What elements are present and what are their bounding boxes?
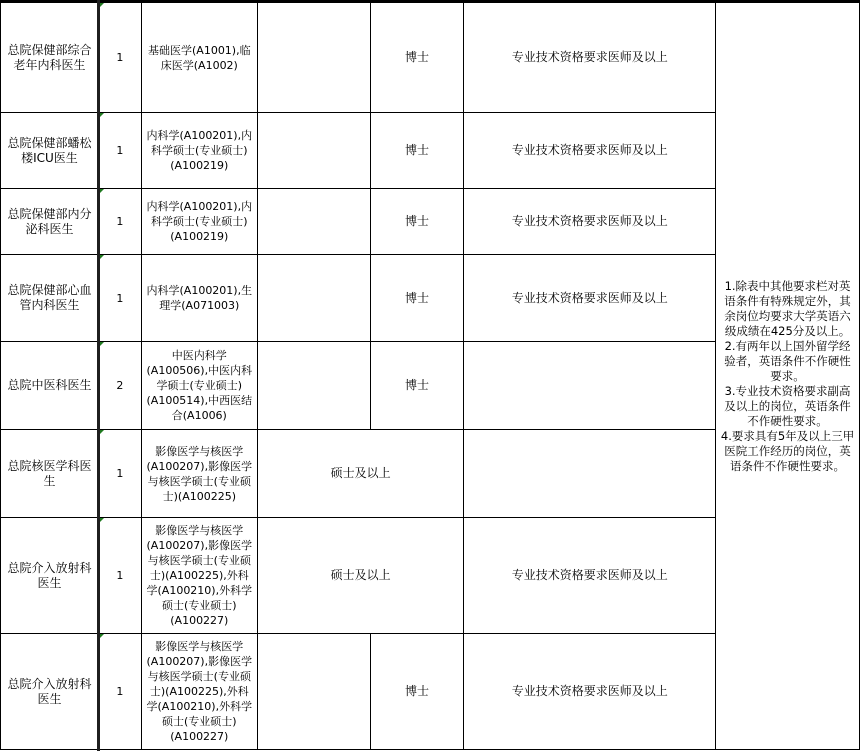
count-cell[interactable]: 1 bbox=[98, 255, 141, 342]
requirement-cell[interactable]: 专业技术资格要求医师及以上 bbox=[464, 255, 716, 342]
major-cell[interactable]: 内科学(A100201),内科学硕士(专业硕士)(A100219) bbox=[141, 189, 257, 255]
position-cell[interactable]: 总院保健部综合老年内科医生 bbox=[1, 3, 99, 113]
empty-cell[interactable] bbox=[257, 189, 370, 255]
count-cell[interactable]: 1 bbox=[98, 518, 141, 634]
major-cell[interactable]: 影像医学与核医学(A100207),影像医学与核医学硕士(专业硕士)(A100225),外科学(A100210),外科学硕士(专业硕士)(A100227) bbox=[141, 634, 257, 750]
count-cell[interactable]: 1 bbox=[98, 430, 141, 518]
note-text: 1.除表中其他要求栏对英语条件有特殊规定外，其余岗位均要求大学英语六级成绩在425分及以上。 2.有两年以上国外留学经验者，英语条件不作硬性要求。 3.专业技术资格要求副高及以上的岗位，英语条件不作硬性要求。 4.要求具有5年及以上三甲医院工作经历的岗位，英语条件不作硬性要求。 bbox=[720, 278, 855, 473]
degree-cell[interactable]: 硕士及以上 bbox=[257, 518, 464, 634]
requirement-cell[interactable]: 专业技术资格要求医师及以上 bbox=[464, 518, 716, 634]
position-cell[interactable]: 总院保健部内分泌科医生 bbox=[1, 189, 99, 255]
position-cell[interactable]: 总院保健部蟠松楼ICU医生 bbox=[1, 113, 99, 189]
empty-cell[interactable] bbox=[257, 3, 370, 113]
degree-cell[interactable]: 博士 bbox=[370, 342, 464, 430]
major-cell[interactable]: 中医内科学(A100506),中医内科学硕士(专业硕士)(A100514),中西医结合(A1006) bbox=[141, 342, 257, 430]
requirement-cell[interactable]: 专业技术资格要求医师及以上 bbox=[464, 189, 716, 255]
position-cell[interactable]: 总院中医科医生 bbox=[1, 342, 99, 430]
requirement-cell[interactable]: 专业技术资格要求医师及以上 bbox=[464, 113, 716, 189]
major-cell[interactable]: 影像医学与核医学(A100207),影像医学与核医学硕士(专业硕士)(A100225) bbox=[141, 430, 257, 518]
requirement-cell[interactable] bbox=[464, 430, 716, 518]
major-cell[interactable]: 内科学(A100201),内科学硕士(专业硕士)(A100219) bbox=[141, 113, 257, 189]
count-cell[interactable]: 1 bbox=[98, 113, 141, 189]
empty-cell[interactable] bbox=[257, 255, 370, 342]
requirement-cell[interactable]: 专业技术资格要求医师及以上 bbox=[464, 634, 716, 750]
degree-cell[interactable]: 博士 bbox=[370, 189, 464, 255]
empty-cell[interactable] bbox=[257, 113, 370, 189]
count-cell[interactable]: 1 bbox=[98, 634, 141, 750]
column-divider bbox=[97, 0, 100, 751]
requirement-cell[interactable] bbox=[464, 342, 716, 430]
degree-cell[interactable]: 博士 bbox=[370, 113, 464, 189]
requirement-cell[interactable]: 专业技术资格要求医师及以上 bbox=[464, 3, 716, 113]
note-cell[interactable] bbox=[716, 3, 860, 750]
degree-cell[interactable]: 博士 bbox=[370, 255, 464, 342]
major-cell[interactable]: 内科学(A100201),生理学(A071003) bbox=[141, 255, 257, 342]
degree-cell[interactable]: 硕士及以上 bbox=[257, 430, 464, 518]
position-cell[interactable]: 总院介入放射科医生 bbox=[1, 634, 99, 750]
degree-cell[interactable]: 博士 bbox=[370, 3, 464, 113]
count-cell[interactable]: 1 bbox=[98, 189, 141, 255]
empty-cell[interactable] bbox=[257, 634, 370, 750]
position-cell[interactable]: 总院核医学科医生 bbox=[1, 430, 99, 518]
major-cell[interactable]: 基础医学(A1001),临床医学(A1002) bbox=[141, 3, 257, 113]
count-cell[interactable]: 1 bbox=[98, 3, 141, 113]
empty-cell[interactable] bbox=[257, 342, 370, 430]
recruitment-table bbox=[0, 2, 860, 750]
position-cell[interactable]: 总院保健部心血管内科医生 bbox=[1, 255, 99, 342]
degree-cell[interactable]: 博士 bbox=[370, 634, 464, 750]
table-row[interactable] bbox=[1, 3, 860, 113]
major-cell[interactable]: 影像医学与核医学(A100207),影像医学与核医学硕士(专业硕士)(A100225),外科学(A100210),外科学硕士(专业硕士)(A100227) bbox=[141, 518, 257, 634]
position-cell[interactable]: 总院介入放射科医生 bbox=[1, 518, 99, 634]
count-cell[interactable]: 2 bbox=[98, 342, 141, 430]
